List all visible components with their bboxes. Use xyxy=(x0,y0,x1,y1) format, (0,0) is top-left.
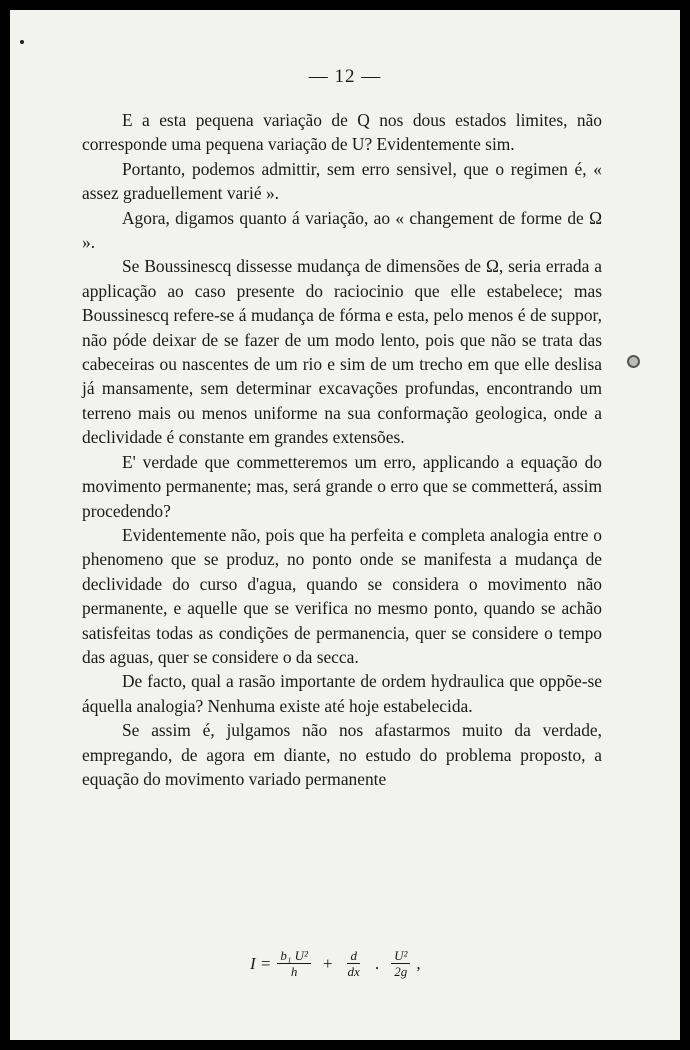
fraction-3-denominator: 2g xyxy=(394,964,408,979)
paragraph-6: Evidentemente não, pois que ha perfeita e completa analogia entre o phenomeno que se produz, no ponto onde se manifesta a mudança de declividade do curso d'agua, quando se considera o movimento não permanente, e aquelle que se verifica no mesmo ponto, quando se achão satisfeitas todas as condições de permanencia, quer se considere o tempo das aguas, quer se considere o da secca. xyxy=(82,524,602,667)
fraction-3 xyxy=(391,948,410,979)
body-text xyxy=(82,108,602,791)
equation-lhs: I = xyxy=(250,953,272,973)
paragraph-1: E a esta pequena variação de Q nos dous estados limites, não corresponde uma pequena variação de U? Evidentemente sim. xyxy=(82,110,602,155)
multiply-dot: . xyxy=(374,953,380,973)
ink-speck xyxy=(20,40,24,44)
paragraph-7: De facto, qual a rasão importante de ordem hydraulica que oppõe-se áquella analogia? Nenhuma existe até hoje estabelecida. xyxy=(82,671,602,716)
margin-mark xyxy=(627,355,640,368)
paragraph-8: Se assim é, julgamos não nos afastarmos muito da verdade, empregando, de agora em diante, no estudo do problema proposto, a equação do movimento variado permanente xyxy=(82,720,602,789)
page-number: — 12 — xyxy=(308,66,382,87)
paragraph-5: E' verdade que commetteremos um erro, applicando a equação do movimento permanente; mas, será grande o erro que se commetterá, assim procedendo? xyxy=(82,451,602,521)
paragraph-4: Se Boussinescq dissesse mudança de dimensões de Ω, seria errada a applicação ao caso presente do raciocinio que elle estabelece; mas Boussinescq refere-se á mudança de fórma e esta, pelo menos é de suppor, não póde deixar de se fazer de um modo lento, pois que não se trata das cabeceiras ou nascentes de um rio e sim de um trecho em que elle deslisa já mansamente, sem determinar excavações profundas, encontrando um terreno mais ou menos uniforme na sua conformação geologica, onde a declividade é constante em grandes extensões. xyxy=(82,256,602,448)
paragraph-3: Agora, digamos quanto á variação, ao « changement de forme de Ω ». xyxy=(82,207,602,253)
plus-sign: + xyxy=(322,953,333,973)
paragraph-2: Portanto, podemos admittir, sem erro sensivel, que o regimen é, « assez graduellement varié ». xyxy=(82,158,602,204)
fraction-2 xyxy=(345,948,363,979)
fraction-1-numerator: b₁ U² xyxy=(277,948,311,964)
equation xyxy=(250,948,421,979)
fraction-1 xyxy=(277,948,311,979)
book-page xyxy=(10,10,680,1040)
fraction-1-denominator: h xyxy=(290,964,298,979)
equation-end: , xyxy=(416,953,421,973)
fraction-3-numerator: U² xyxy=(391,948,410,964)
fraction-2-numerator: d xyxy=(347,948,360,964)
fraction-2-denominator: dx xyxy=(347,964,360,979)
